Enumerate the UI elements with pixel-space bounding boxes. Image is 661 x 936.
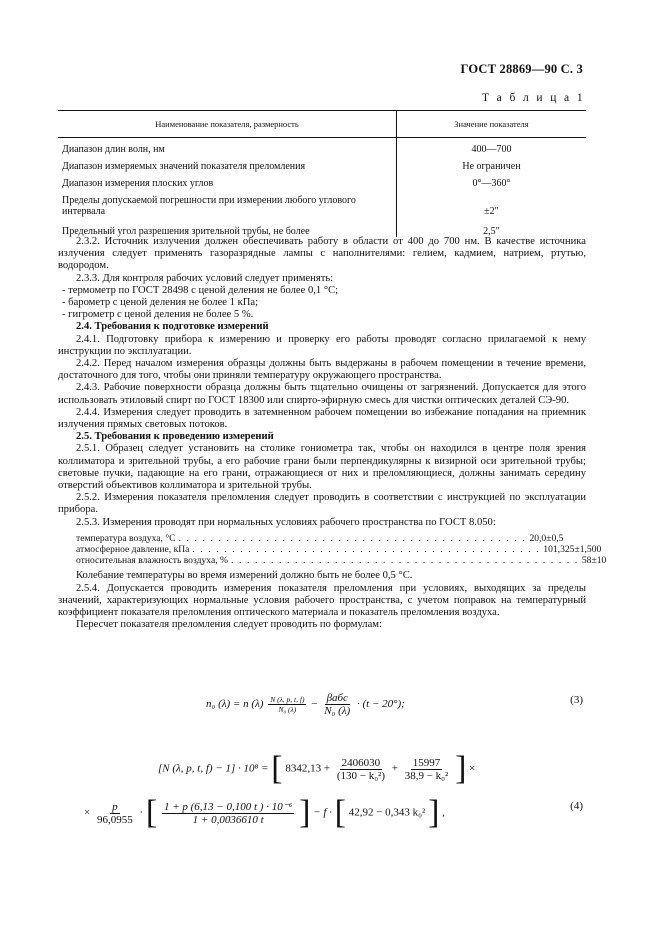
paragraph: 2.5.1. Образец следует установить на столике гониометра так, чтобы он находился в центре поля зрения коллиматора и зрительной трубы, а его рабочие грани были перпендикулярны к визирной оси зрительной трубы; световые пучки, падающие на его грани, отражающиеся от них и преломляющиеся, должны занимать середину отверстий объективов коллиматора и зрительной трубы. xyxy=(58,443,586,492)
formula-term: 42,92 − 0,343 k₀² xyxy=(348,806,426,819)
denominator: N₀ (λ) xyxy=(324,705,351,717)
leader-dots: . . . . . . . . . . . . . . . . . . . . . . . . . . . . . . . . . . . . . . . . . . . . xyxy=(178,532,527,544)
formula-4-line-2: × $\frac{p}{96,0955}$ · [ $\frac{\text{1 + p (6,13 − 0,100 t ) · 10⁻⁶}}{1 + 0,0036610 t}$ ] − f · [ 42,92 − 0,343 k₀² ] , xyxy=(84,794,445,831)
list-item: - термометр по ГОСТ 28498 с ценой деления не более 0,1 °С; xyxy=(62,284,339,296)
numerator: p xyxy=(112,800,118,813)
row-value: ±2″ xyxy=(484,206,499,217)
paragraph: 2.3.2. Источник излучения должен обеспечивать работу в области от 400 до 700 нм. В качестве источника излучения следует применять газоразрядные лампы с наполнителями: гелием, кадмием, натрием, ртутью, водородом. xyxy=(58,236,586,272)
section-heading: 2.4. Требования к подготовке измерений xyxy=(76,321,269,333)
formula-number: (4) xyxy=(570,800,583,812)
condition-value: 101,325±1,500 xyxy=(543,544,602,556)
condition-row xyxy=(76,532,564,544)
formula-3: n₀ (λ) = n (λ) $\frac{N (\lambda, p, t, f)}{\text{N₀ (λ)}}$ − $\frac{\text{βабс}}{\text{N₀ (λ)}}$ · (t − 20°); xyxy=(206,692,405,717)
paragraph: 2.5.3. Измерения проводят при нормальных условиях рабочего пространства по ГОСТ 8.050: xyxy=(76,516,496,528)
condition-name: атмосферное давление, кПа xyxy=(76,544,190,556)
formula-end: , xyxy=(442,806,445,819)
fraction xyxy=(403,757,451,782)
row-name: Диапазон измеряемых значений показателя преломления xyxy=(58,155,397,172)
spec-table xyxy=(58,110,586,237)
row-value: 0°—360° xyxy=(472,178,511,189)
table-row xyxy=(58,172,586,189)
formula-4-line-1: [N (λ, p, t, f) − 1] · 10⁸ = [ 8342,13 + $\frac{2406030}{\text{(130 − k₀²)}}$ + $\frac{15997}{\text{38,9 − k₀²}}$ ] × xyxy=(158,750,476,787)
denominator: (130 − k₀²) xyxy=(336,769,385,782)
table-row xyxy=(58,155,586,172)
condition-value: 58±10 xyxy=(581,555,607,567)
formula-operator: × xyxy=(469,762,476,775)
list-item: - барометр с ценой деления не более 1 кПа; xyxy=(62,297,259,309)
paragraph: 2.4.1. Подготовку прибора к измерению и проверку его работы проводят согласно прилагаемой к нему инструкции по эксплуатации. xyxy=(58,333,586,357)
denominator: 1 + 0,0036610 t xyxy=(192,814,264,826)
row-name: Диапазон длин волн, нм xyxy=(58,138,397,156)
condition-name: относительная влажность воздуха, % xyxy=(76,555,228,567)
formula-term: − f · xyxy=(313,806,332,819)
leader-dots: . . . . . . . . . . . . . . . . . . . . . . . . . . . . . . . . . . . . . . . . . . . . xyxy=(192,544,541,556)
condition-value: 20,0±0,5 xyxy=(529,532,564,544)
formula-term: 8342,13 + xyxy=(285,762,331,775)
paragraph: 2.4.3. Рабочие поверхности образца должны быть тщательно очищены от загрязнений. Допускается для этого использовать этиловый спирт по ГОСТ 18300 или спирто-эфирную смесь для чистки оптических деталей СЭ-90. xyxy=(58,382,586,406)
condition-name: температура воздуха, °С xyxy=(76,532,176,544)
column-header-name: Наименование показателя, размерность xyxy=(58,111,397,138)
formula-number: (3) xyxy=(570,694,583,706)
condition-row xyxy=(76,544,602,556)
table-header-row xyxy=(58,111,586,138)
table-row xyxy=(58,189,586,217)
fraction xyxy=(335,757,387,782)
page-header: ГОСТ 28869—90 С. 3 xyxy=(460,62,583,76)
paragraph: 2.5.4. Допускается проводить измерения показателя преломления при условиях, выходящих за пределы значений, характеризующих нормальные условия рабочего пространства, с учетом поправок на температурный коэффициент показателя преломления оптического материала и показатель преломления воздуха. xyxy=(58,582,586,619)
denominator: N₀ (λ) xyxy=(278,705,297,714)
row-name: Предельный угол разрешения зрительной трубы, не более xyxy=(58,217,397,237)
numerator: 2406030 xyxy=(341,756,381,769)
fraction xyxy=(162,800,294,826)
paragraph: 2.3.3. Для контроля рабочих условий следует применять: xyxy=(76,272,334,284)
numerator: N (λ, p, t, f) xyxy=(270,695,305,704)
section-heading: 2.5. Требования к проведению измерений xyxy=(76,431,274,443)
formula-tail: · (t − 20°); xyxy=(356,698,405,711)
fraction xyxy=(268,695,306,714)
denominator: 38,9 − k₀² xyxy=(404,769,449,782)
formula-lhs: n₀ (λ) = n (λ) xyxy=(206,698,264,711)
numerator: βабс xyxy=(326,692,348,704)
row-value: 400—700 xyxy=(471,144,512,155)
list-item: - гигрометр с ценой деления не более 5 %. xyxy=(62,309,254,321)
paragraph: 2.4.2. Перед началом измерения образцы должны быть выдержаны в рабочем помещении в течение времени, достаточного для того, чтобы они приняли температуру окружающего пространства. xyxy=(58,358,586,382)
row-value: 2,5″ xyxy=(483,226,500,237)
paragraph: 2.5.2. Измерения показателя преломления следует проводить в соответствии с инструкцией по эксплуатации прибора. xyxy=(58,492,586,516)
numerator: 1 + p (6,13 − 0,100 t ) · 10⁻⁶ xyxy=(163,801,293,813)
row-name: Пределы допускаемой погрешности при измерении любого углового интервала xyxy=(58,189,397,217)
condition-row xyxy=(76,555,607,567)
conditions-list xyxy=(76,532,607,567)
row-value: Не ограничен xyxy=(462,161,521,172)
denominator: 96,0955 xyxy=(96,813,133,826)
paragraph: Колебание температуры во время измерений должно быть не более 0,5 °С. xyxy=(76,570,413,582)
leader-dots: . . . . . . . . . . . . . . . . . . . . . . . . . . . . . . . . . . . . . . . . . . . . xyxy=(231,555,579,567)
table-row xyxy=(58,217,586,237)
formula-operator: + xyxy=(391,762,398,775)
fraction xyxy=(95,801,135,826)
paragraph: 2.4.4. Измерения следует проводить в затемненном рабочем помещении во избежание попадания на приемник излучения прямых световых потоков. xyxy=(58,406,586,431)
formula-operator: × xyxy=(84,806,91,819)
body-text xyxy=(58,236,607,632)
table-row xyxy=(58,138,586,156)
fraction xyxy=(322,692,352,717)
paragraph: Пересчет показателя преломления следует проводить по формулам: xyxy=(76,619,382,631)
column-header-value: Значение показателя xyxy=(397,111,587,138)
table-label: Т а б л и ц а 1 xyxy=(481,92,585,104)
formula-lhs: [N (λ, p, t, f) − 1] · 10⁸ = xyxy=(158,762,269,775)
numerator: 15997 xyxy=(412,756,441,769)
row-name: Диапазон измерения плоских углов xyxy=(58,172,397,189)
